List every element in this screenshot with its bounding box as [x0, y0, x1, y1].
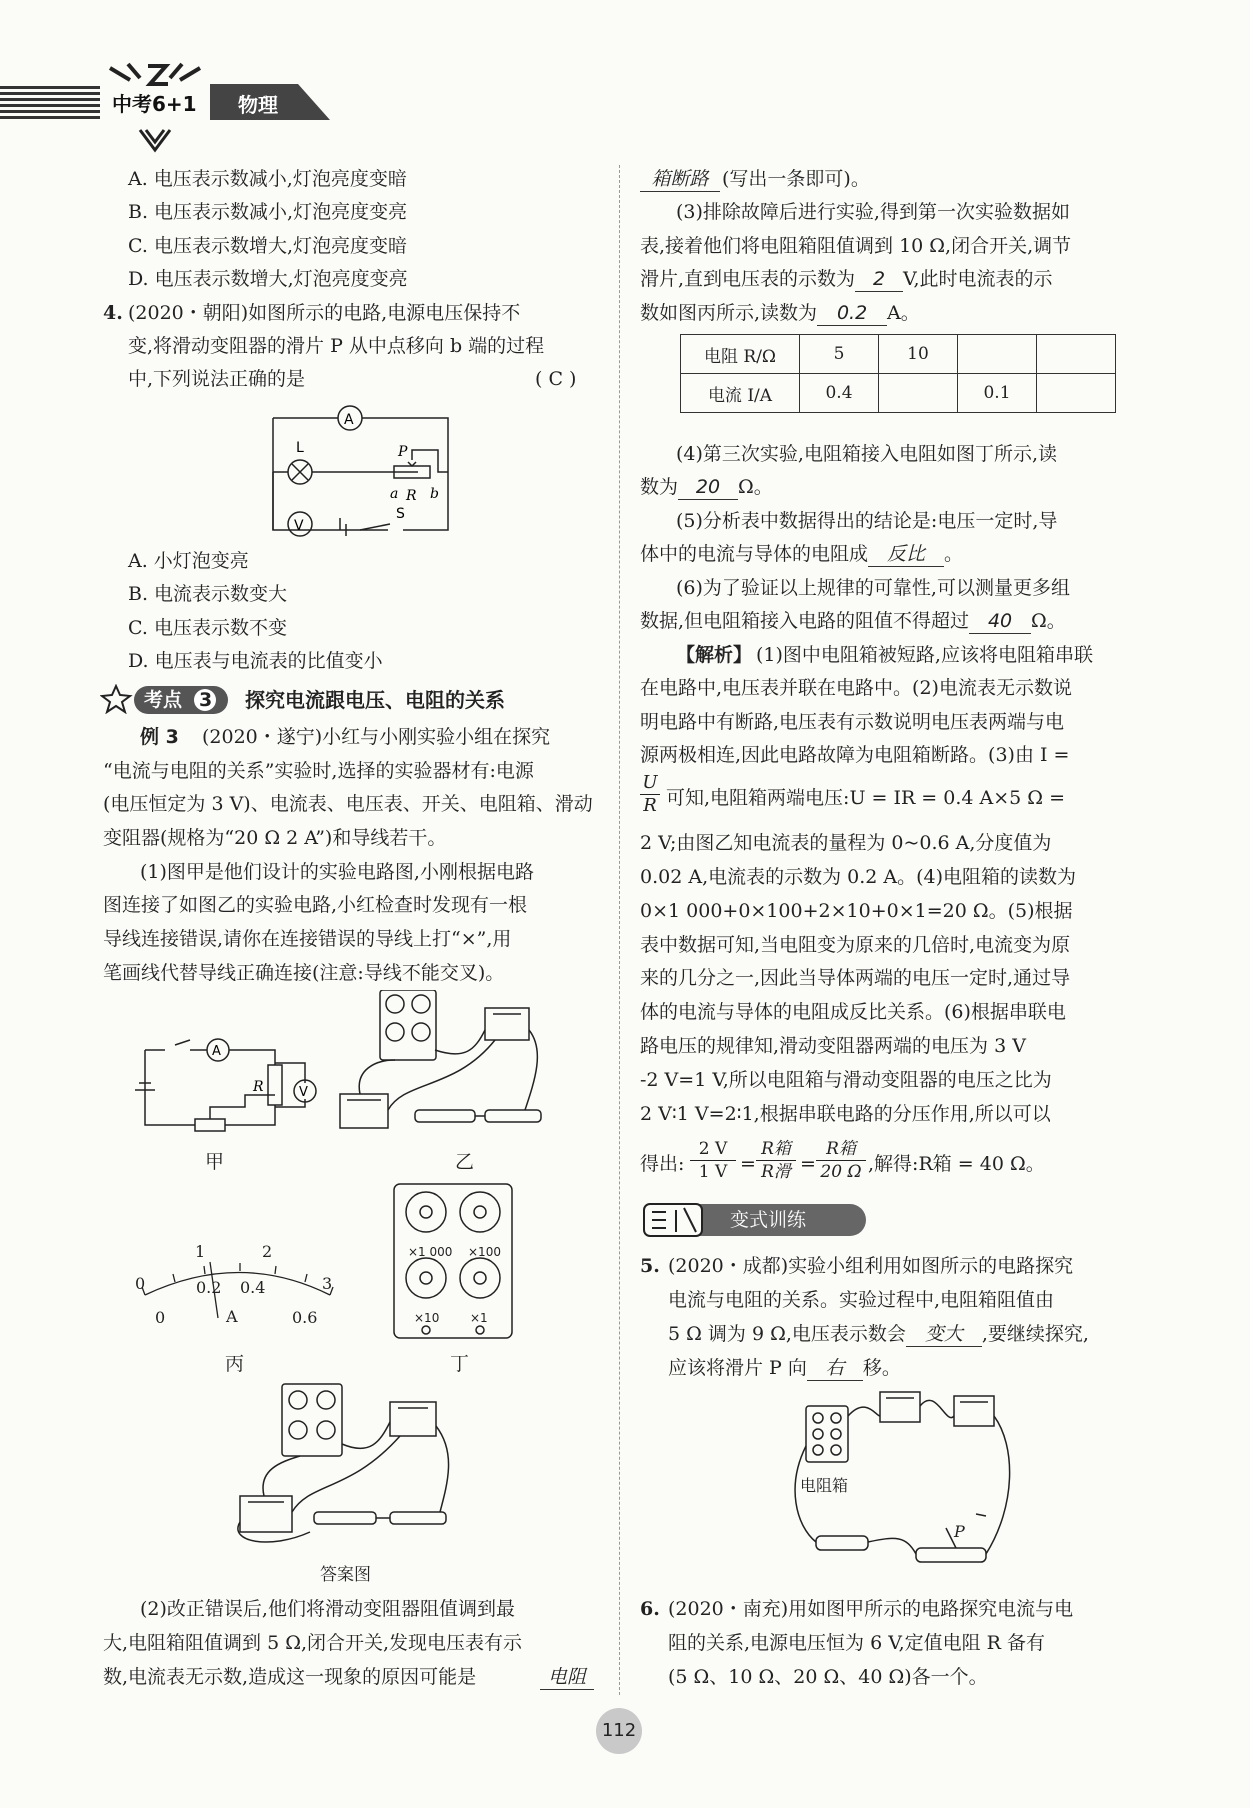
- subject-label: 物理: [238, 93, 278, 117]
- fraction-u-over-r: [640, 772, 660, 817]
- table-cell: 电流 I/A: [681, 374, 800, 413]
- q4-line-3: 中,下列说法正确的是: [128, 368, 306, 390]
- q4-lamp-label: L: [296, 440, 304, 456]
- fraction-denominator: R滑: [761, 1162, 791, 1182]
- example-label: 例 3: [140, 726, 179, 748]
- tick-top-1: 1: [195, 1242, 206, 1261]
- fig-bing-caption: 丙: [225, 1353, 245, 1375]
- table-cell: 10: [879, 335, 958, 374]
- q5-answer-2: 右: [807, 1356, 863, 1381]
- q4-answer: ( C ): [535, 368, 577, 390]
- q6-line-1: (2020・南充)用如图甲所示的电路探究电流与电: [668, 1598, 1074, 1620]
- q5-fig-label: 电阻箱: [800, 1476, 849, 1495]
- example-line-5: (1)图甲是他们设计的实验电路图,小刚根据电路: [140, 861, 534, 883]
- analysis-line: 2 V;由图乙知电流表的量程为 0~0.6 A,分度值为: [640, 832, 1052, 854]
- rq3-line-4a: 数如图丙所示,读数为: [640, 302, 818, 324]
- rq3-answer-current: 0.2: [817, 301, 887, 326]
- section-title: 探究电流跟电压、电阻的关系: [245, 688, 505, 712]
- q4-switch-label: S: [396, 506, 405, 522]
- q4-ammeter-label: A: [344, 412, 354, 428]
- page-number: 112: [601, 1720, 637, 1741]
- option-b: B. 电压表示数减小,灯泡亮度变亮: [128, 201, 408, 223]
- example-line-3: (电压恒定为 3 V)、电流表、电压表、开关、电阻箱、滑动: [103, 793, 593, 815]
- q4-option-a: A. 小灯泡变亮: [128, 550, 249, 572]
- fraction-1: [690, 1138, 736, 1183]
- q2-line-1: (2)改正错误后,他们将滑动变阻器阻值调到最: [140, 1598, 515, 1620]
- table-row: [681, 374, 1116, 413]
- column-divider: [619, 165, 620, 1695]
- rq5-answer: 反比: [868, 542, 944, 567]
- tick-bottom-3: 0.6: [292, 1308, 318, 1327]
- rq3-line-3a: 滑片,直到电压表的示数为: [640, 268, 856, 290]
- box-label-100: ×100: [468, 1245, 501, 1259]
- fraction-2: [756, 1138, 796, 1183]
- rq6-line-1: (6)为了验证以上规律的可靠性,可以测量更多组: [676, 577, 1070, 599]
- fraction-numerator: 2 V: [690, 1138, 736, 1161]
- fraction-numerator: R箱: [816, 1138, 866, 1161]
- analysis-line: 可知,电阻箱两端电压:U = IR = 0.4 A×5 Ω =: [666, 787, 1066, 809]
- rq4-line-1: (4)第三次实验,电阻箱接入电阻如图丁所示,读: [676, 443, 1057, 465]
- analysis-line: 在电路中,电压表并联在电路中。(2)电流表无示数说: [640, 677, 1072, 699]
- analysis-line: 0.02 A,电流表的示数为 0.2 A。(4)电阻箱的读数为: [640, 866, 1077, 888]
- q5-line-4b: 移。: [862, 1357, 901, 1379]
- rq6-line-2a: 数据,但电阻箱接入电路的阻值不得超过: [640, 610, 970, 632]
- physical-circuit-yi: [335, 990, 555, 1140]
- rq6-answer: 40: [969, 609, 1031, 634]
- section-badge: 考点: [144, 689, 183, 711]
- fig-yi-caption: 乙: [455, 1151, 475, 1173]
- tick-bottom-2: 0.4: [240, 1278, 266, 1297]
- option-a: A. 电压表示数减小,灯泡亮度变暗: [128, 168, 407, 190]
- q2-answer-part-2: 箱断路: [640, 167, 720, 192]
- analysis-line: 2 V∶1 V=2∶1,根据串联电路的分压作用,所以可以: [640, 1103, 1051, 1125]
- example-line-8: 笔画线代替导线正确连接(注意:导线不能交叉)。: [103, 962, 505, 984]
- final-prefix: 得出:: [640, 1153, 685, 1175]
- table-cell: [1037, 374, 1116, 413]
- q5-fig-p: P: [954, 1522, 965, 1541]
- rq3-line-1: (3)排除故障后进行实验,得到第一次实验数据如: [676, 201, 1070, 223]
- q5-number: 5.: [640, 1255, 660, 1277]
- example-line-4: 变阻器(规格为“20 Ω 2 A”)和导线若干。: [103, 827, 447, 849]
- table-cell: [958, 335, 1037, 374]
- rq5-line-1: (5)分析表中数据得出的结论是:电压一定时,导: [676, 510, 1058, 532]
- rq5-line-2b: 。: [944, 543, 964, 565]
- fraction-denominator: 20 Ω: [820, 1162, 862, 1182]
- table-cell: [1037, 335, 1116, 374]
- section-number: 3: [199, 689, 213, 711]
- rq6-line-2b: Ω。: [1031, 610, 1066, 632]
- q4-line-1: (2020・朝阳)如图所示的电路,电源电压保持不: [128, 302, 521, 324]
- equals-sign-1: =: [740, 1153, 756, 1175]
- box-label-10: ×10: [414, 1311, 440, 1325]
- box-label-1: ×1: [470, 1311, 488, 1325]
- practice-badge: 变式训练: [730, 1209, 807, 1231]
- fraction-numerator: R箱: [756, 1138, 796, 1161]
- table-row: [681, 335, 1116, 374]
- example-line-7: 导线连接错误,请你在连接错误的导线上打“×”,用: [103, 928, 512, 950]
- tick-bottom-0: 0: [155, 1308, 166, 1327]
- answer-fig-caption: 答案图: [320, 1565, 371, 1585]
- tick-top-0: 0: [135, 1274, 146, 1293]
- tick-top-2: 2: [262, 1242, 273, 1261]
- logo-text: 中考6+1: [112, 92, 197, 116]
- example-line-6: 图连接了如图乙的实验电路,小红检查时发现有一根: [103, 894, 528, 916]
- example-line-2: “电流与电阻的关系”实验时,选择的实验器材有:电源: [103, 760, 534, 782]
- q2-line-3: 数,电流表无示数,造成这一现象的原因可能是: [103, 1666, 477, 1688]
- q4-number: 4.: [103, 302, 123, 324]
- q4-option-d: D. 电压表与电流表的比值变小: [128, 650, 383, 672]
- fraction-denominator: 1 V: [698, 1162, 728, 1182]
- q2-tail: (写出一条即可)。: [722, 168, 870, 190]
- data-table: [680, 334, 1116, 413]
- rq3-line-4b: A。: [887, 302, 920, 324]
- rq3-answer-voltage: 2: [855, 267, 903, 292]
- q5-line-3b: ,要继续探究,: [981, 1323, 1089, 1345]
- q4-circuit-diagram: [268, 400, 468, 540]
- q4-voltmeter-label: V: [294, 518, 304, 534]
- option-c: C. 电压表示数增大,灯泡亮度变暗: [128, 235, 407, 257]
- q4-line-2: 变,将滑动变阻器的滑片 P 从中点移向 b 端的过程: [128, 335, 545, 357]
- jia-ammeter-label: A: [212, 1044, 221, 1059]
- answer-figure: [230, 1382, 470, 1557]
- analysis-line: 源两极相连,因此电路故障为电阻箱断路。(3)由 I =: [640, 744, 1070, 766]
- fraction-denominator: R: [643, 795, 657, 816]
- rq3-line-2: 表,接着他们将电阻箱阻值调到 10 Ω,闭合开关,调节: [640, 235, 1072, 257]
- rq4-line-2b: Ω。: [738, 476, 773, 498]
- rq5-line-2a: 体中的电流与导体的电阻成: [640, 543, 869, 565]
- analysis-line: 体的电流与导体的电阻成反比关系。(6)根据串联电: [640, 1001, 1066, 1023]
- q4-a-label: a: [390, 486, 399, 502]
- option-d: D. 电压表示数增大,灯泡亮度变亮: [128, 268, 408, 290]
- rq3-line-3b: V,此时电流表的示: [903, 268, 1053, 290]
- analysis-line: 明电路中有断路,电压表有示数说明电压表两端与电: [640, 711, 1065, 733]
- tick-bottom-1: 0.2: [196, 1278, 222, 1297]
- q5-line-1: (2020・成都)实验小组利用如图所示的电路探究: [668, 1255, 1074, 1277]
- q6-number: 6.: [640, 1598, 660, 1620]
- q6-line-2: 阻的关系,电源电压恒为 6 V,定值电阻 R 备有: [668, 1632, 1046, 1654]
- q5-answer-1: 变大: [906, 1322, 982, 1347]
- analysis-label: 【解析】: [676, 644, 753, 666]
- fig-ding-caption: 丁: [450, 1353, 470, 1375]
- q2-line-2: 大,电阻箱阻值调到 5 Ω,闭合开关,发现电压表有示: [103, 1632, 523, 1654]
- rq4-answer: 20: [678, 475, 738, 500]
- circuit-jia-diagram: [135, 1035, 325, 1135]
- fig-jia-caption: 甲: [205, 1151, 225, 1173]
- tick-top-3: 3: [322, 1274, 333, 1293]
- table-cell: 0.1: [958, 374, 1037, 413]
- box-label-1000: ×1 000: [408, 1245, 453, 1259]
- q5-line-4a: 应该将滑片 P 向: [668, 1357, 807, 1379]
- q4-slider-label: P: [398, 444, 408, 460]
- fraction-3: [816, 1138, 866, 1183]
- analysis-line: 路电压的规律知,滑动变阻器两端的电压为 3 V: [640, 1035, 1026, 1057]
- q4-b-label: b: [430, 486, 439, 502]
- jia-voltmeter-label: V: [299, 1085, 308, 1100]
- analysis-line: (1)图中电阻箱被短路,应该将电阻箱串联: [756, 644, 1093, 666]
- table-cell: 电阻 R/Ω: [681, 335, 800, 374]
- q4-option-c: C. 电压表示数不变: [128, 617, 287, 639]
- table-cell: 0.4: [800, 374, 879, 413]
- unit-label: A: [226, 1307, 238, 1326]
- fraction-numerator: U: [640, 772, 660, 795]
- example-line-1: (2020・遂宁)小红与小刚实验小组在探究: [202, 726, 551, 748]
- q5-line-3a: 5 Ω 调为 9 Ω,电压表示数会: [668, 1323, 906, 1345]
- q6-line-3: (5 Ω、10 Ω、20 Ω、40 Ω)各一个。: [668, 1666, 988, 1688]
- jia-resistor-label: R: [253, 1079, 264, 1095]
- rq4-line-2a: 数为: [640, 476, 679, 498]
- analysis-line: -2 V=1 V,所以电阻箱与滑动变阻器的电压之比为: [640, 1069, 1052, 1091]
- analysis-line: 0×1 000+0×100+2×10+0×1=20 Ω。(5)根据: [640, 900, 1073, 922]
- q2-answer-part-1: 电阻: [540, 1665, 594, 1690]
- star-icon: [100, 684, 136, 714]
- table-cell: 5: [800, 335, 879, 374]
- analysis-line: 表中数据可知,当电阻变为原来的几倍时,电流变为原: [640, 934, 1071, 956]
- final-suffix: ,解得:R箱 = 40 Ω。: [868, 1153, 1045, 1175]
- equals-sign-2: =: [800, 1153, 816, 1175]
- q4-r-label: R: [406, 488, 417, 504]
- q4-option-b: B. 电流表示数变大: [128, 583, 288, 605]
- analysis-line: 来的几分之一,因此当导体两端的电压一定时,通过导: [640, 967, 1071, 989]
- q5-line-2: 电流与电阻的关系。实验过程中,电阻箱阻值由: [668, 1289, 1055, 1311]
- table-cell: [879, 374, 958, 413]
